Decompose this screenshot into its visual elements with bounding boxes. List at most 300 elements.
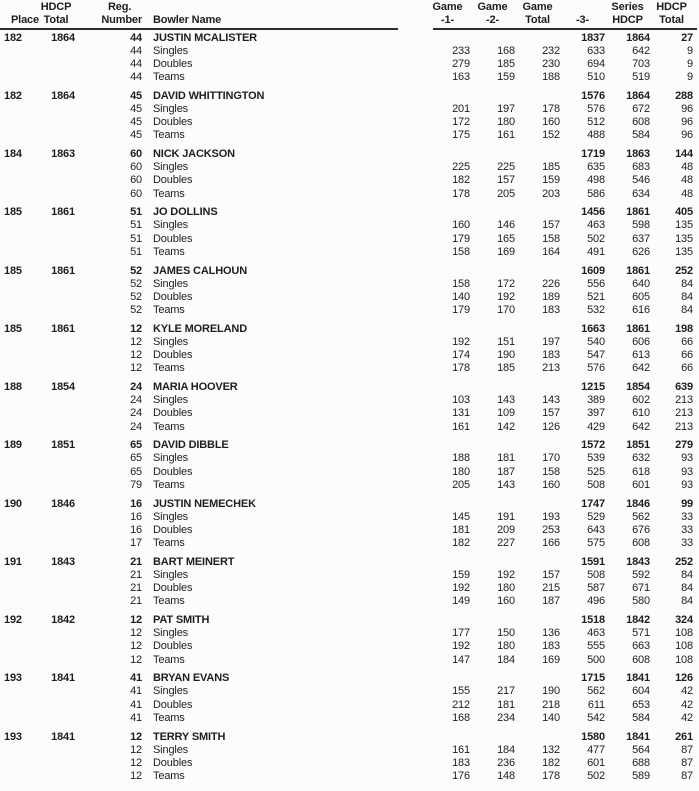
- event-row-doubles: [0, 58, 699, 71]
- game3-cell-empty: [515, 439, 560, 452]
- game1-score: 158: [452, 277, 470, 290]
- col-header-total: -3-: [576, 14, 589, 26]
- game2-score: 181: [497, 452, 515, 465]
- col-header-game2-1: Game: [477, 1, 508, 13]
- game2-score: 205: [497, 187, 515, 200]
- all-events-total-cell: 1719: [581, 148, 605, 160]
- event-label: Doubles: [153, 756, 193, 769]
- game1-score: 161: [452, 743, 470, 756]
- event-label: Teams: [153, 71, 185, 84]
- game3-score: 132: [542, 743, 560, 756]
- event-label: Teams: [153, 187, 185, 200]
- game1-score: 158: [452, 245, 470, 258]
- reg-number-cell: 52: [130, 264, 142, 277]
- series-hdcp-cell: 1846: [626, 497, 650, 510]
- game3-score: 178: [542, 770, 560, 783]
- event-reg-cell: 12: [130, 756, 142, 769]
- bowler-name: KYLE MORELAND: [153, 322, 247, 335]
- game1-score: 163: [452, 71, 470, 84]
- game3-score: 182: [542, 756, 560, 769]
- col-header-game2-2: -2-: [486, 14, 499, 26]
- event-series-hdcp-cell: 663: [632, 640, 650, 653]
- game1-score: 160: [452, 219, 470, 232]
- place-cell: 182: [4, 31, 22, 44]
- all-events-total-cell: 1837: [581, 31, 605, 44]
- hdcp-total-right-cell: 261: [675, 730, 693, 743]
- bowler-block: [0, 381, 699, 434]
- game2-cell-empty: [470, 148, 515, 161]
- event-row-teams: [0, 246, 699, 259]
- event-reg-cell: 17: [130, 537, 142, 550]
- event-series-hdcp-cell: 601: [632, 478, 650, 491]
- event-label: Teams: [153, 537, 185, 550]
- game3-cell-empty: [515, 381, 560, 394]
- game3-score: 157: [542, 219, 560, 232]
- event-series-hdcp-cell: 626: [632, 245, 650, 258]
- event-label: Singles: [153, 685, 189, 698]
- game3-cell-empty: [515, 556, 560, 569]
- event-total-cell: 694: [587, 57, 605, 70]
- bowler-block: [0, 498, 699, 551]
- hdcp-total-cell: 1864: [51, 31, 75, 44]
- all-events-total-cell: 1580: [581, 730, 605, 743]
- bowler-block: [0, 439, 699, 492]
- event-total-cell: 586: [587, 187, 605, 200]
- event-hdcp-cell: 96: [681, 116, 693, 129]
- bowler-block: [0, 323, 699, 376]
- game2-cell-empty: [470, 672, 515, 685]
- series-hdcp-cell: 1841: [626, 730, 650, 743]
- event-label: Doubles: [153, 57, 193, 70]
- game2-cell-empty: [470, 731, 515, 744]
- game3-score: 215: [542, 582, 560, 595]
- reg-number-cell: 51: [130, 206, 142, 219]
- hdcp-total-right-cell: 144: [675, 148, 693, 160]
- event-reg-cell: 51: [130, 219, 142, 232]
- game2-score: 142: [497, 420, 515, 433]
- game3-score: 197: [542, 335, 560, 348]
- event-hdcp-cell: 96: [681, 102, 693, 115]
- game2-score: 157: [497, 174, 515, 187]
- bowler-name: PAT SMITH: [153, 614, 210, 626]
- event-series-hdcp-cell: 580: [632, 595, 650, 608]
- event-reg-cell: 44: [130, 71, 142, 84]
- game1-score: 192: [452, 582, 470, 595]
- game3-score: 143: [542, 394, 560, 407]
- game3-cell-empty: [515, 498, 560, 511]
- event-series-hdcp-cell: 610: [632, 407, 650, 420]
- game3-cell-empty: [515, 90, 560, 103]
- event-label: Teams: [153, 653, 185, 666]
- event-total-cell: 643: [587, 523, 605, 536]
- event-total-cell: 562: [587, 685, 605, 698]
- event-hdcp-cell: 66: [681, 335, 693, 348]
- game2-score: 234: [497, 711, 515, 724]
- game2-cell-empty: [470, 323, 515, 336]
- event-total-cell: 542: [587, 711, 605, 724]
- event-reg-cell: 60: [130, 174, 142, 187]
- event-reg-cell: 12: [130, 349, 142, 362]
- game2-cell-empty: [470, 498, 515, 511]
- game2-score: 143: [497, 478, 515, 491]
- event-hdcp-cell: 108: [675, 627, 693, 640]
- game2-cell-empty: [470, 90, 515, 103]
- event-row-teams: [0, 71, 699, 84]
- event-total-cell: 500: [587, 653, 605, 666]
- hdcp-total-cell: 1841: [51, 730, 75, 743]
- event-hdcp-cell: 9: [687, 57, 693, 70]
- event-total-cell: 576: [587, 362, 605, 375]
- event-total-cell: 547: [587, 349, 605, 362]
- event-series-hdcp-cell: 571: [632, 627, 650, 640]
- event-total-cell: 532: [587, 304, 605, 317]
- event-series-hdcp-cell: 637: [632, 232, 650, 245]
- hdcp-total-cell: 1851: [51, 439, 75, 452]
- event-series-hdcp-cell: 676: [632, 523, 650, 536]
- reg-number-cell: 60: [130, 148, 142, 160]
- game1-score: 168: [452, 711, 470, 724]
- game1-cell-empty: [425, 439, 470, 452]
- game1-cell-empty: [425, 381, 470, 394]
- event-reg-cell: 21: [130, 595, 142, 608]
- event-row-doubles: [0, 640, 699, 653]
- event-hdcp-cell: 213: [675, 407, 693, 420]
- game1-cell-empty: [425, 614, 470, 627]
- event-label: Doubles: [153, 640, 193, 653]
- table-header-line-2: [0, 14, 699, 27]
- game3-cell-empty: [515, 731, 560, 744]
- game2-score: 192: [497, 290, 515, 303]
- hdcp-total-right-cell: 126: [675, 672, 693, 685]
- event-series-hdcp-cell: 616: [632, 304, 650, 317]
- event-hdcp-cell: 84: [681, 595, 693, 608]
- game3-score: 170: [542, 452, 560, 465]
- game3-score: 203: [542, 187, 560, 200]
- bowler-name: MARIA HOOVER: [153, 381, 238, 393]
- game3-score: 157: [542, 568, 560, 581]
- game2-score: 227: [497, 537, 515, 550]
- event-series-hdcp-cell: 606: [632, 335, 650, 348]
- series-hdcp-cell: 1842: [626, 614, 650, 626]
- event-row-teams: [0, 362, 699, 375]
- game1-cell-empty: [425, 672, 470, 685]
- series-hdcp-cell: 1861: [626, 264, 650, 277]
- game2-cell-empty: [470, 439, 515, 452]
- event-hdcp-cell: 93: [681, 478, 693, 491]
- col-header-reg-1: Reg.: [108, 1, 132, 13]
- game1-score: 140: [452, 290, 470, 303]
- game1-score: 188: [452, 452, 470, 465]
- event-reg-cell: 44: [130, 57, 142, 70]
- series-hdcp-cell: 1851: [626, 439, 650, 452]
- game3-score: 158: [542, 465, 560, 478]
- event-hdcp-cell: 87: [681, 756, 693, 769]
- hdcp-total-right-cell: 252: [675, 555, 693, 568]
- event-reg-cell: 12: [130, 640, 142, 653]
- game1-cell-empty: [425, 90, 470, 103]
- series-hdcp-cell: 1863: [626, 148, 650, 160]
- event-series-hdcp-cell: 642: [632, 362, 650, 375]
- game3-score: 157: [542, 407, 560, 420]
- reg-number-cell: 12: [130, 614, 142, 626]
- place-cell: 188: [4, 381, 22, 393]
- event-series-hdcp-cell: 642: [632, 420, 650, 433]
- event-row-doubles: [0, 757, 699, 770]
- event-hdcp-cell: 87: [681, 770, 693, 783]
- event-hdcp-cell: 135: [675, 245, 693, 258]
- event-total-cell: 540: [587, 335, 605, 348]
- col-header-bowler-name: Bowler Name: [153, 14, 222, 26]
- event-label: Singles: [153, 335, 189, 348]
- event-hdcp-cell: 66: [681, 349, 693, 362]
- event-hdcp-cell: 213: [675, 394, 693, 407]
- game2-score: 185: [497, 362, 515, 375]
- event-label: Singles: [153, 394, 189, 407]
- bowler-summary-row: [0, 556, 699, 569]
- game3-score: 183: [542, 304, 560, 317]
- event-total-cell: 429: [587, 420, 605, 433]
- place-cell: 189: [4, 439, 22, 452]
- all-events-total-cell: 1215: [581, 381, 605, 393]
- header-spacer: [560, 1, 605, 14]
- game2-score: 191: [497, 510, 515, 523]
- game1-score: 159: [452, 568, 470, 581]
- series-hdcp-cell: 1854: [626, 381, 650, 393]
- col-header-hdcp-total-right-1: HDCP: [656, 1, 687, 13]
- event-reg-cell: 16: [130, 510, 142, 523]
- reg-number-cell: 44: [130, 31, 142, 44]
- game3-score: 178: [542, 102, 560, 115]
- bowler-name: JUSTIN MCALISTER: [153, 31, 257, 44]
- event-series-hdcp-cell: 608: [632, 116, 650, 129]
- event-series-hdcp-cell: 562: [632, 510, 650, 523]
- event-label: Doubles: [153, 523, 193, 536]
- event-reg-cell: 21: [130, 568, 142, 581]
- game3-cell-empty: [515, 265, 560, 278]
- bowler-name: JUSTIN NEMECHEK: [153, 497, 256, 510]
- event-reg-cell: 24: [130, 394, 142, 407]
- event-series-hdcp-cell: 672: [632, 102, 650, 115]
- game3-score: 185: [542, 161, 560, 174]
- game3-cell-empty: [515, 206, 560, 219]
- event-row-singles: [0, 103, 699, 116]
- game2-cell-empty: [470, 265, 515, 278]
- reg-number-cell: 24: [130, 381, 142, 393]
- event-total-cell: 510: [587, 71, 605, 84]
- event-label: Doubles: [153, 582, 193, 595]
- col-header-reg-2: Number: [101, 14, 142, 26]
- game2-score: 109: [497, 407, 515, 420]
- game3-score: 188: [542, 71, 560, 84]
- event-label: Teams: [153, 362, 185, 375]
- event-row-doubles: [0, 407, 699, 420]
- game1-score: 179: [452, 232, 470, 245]
- event-reg-cell: 45: [130, 102, 142, 115]
- bowler-summary-row: [0, 32, 699, 45]
- game2-cell-empty: [470, 32, 515, 45]
- event-total-cell: 575: [587, 537, 605, 550]
- event-hdcp-cell: 84: [681, 290, 693, 303]
- event-hdcp-cell: 48: [681, 174, 693, 187]
- game1-score: 131: [452, 407, 470, 420]
- place-cell: 193: [4, 730, 22, 743]
- game1-score: 212: [452, 698, 470, 711]
- place-cell: 185: [4, 206, 22, 219]
- game2-cell-empty: [470, 206, 515, 219]
- event-hdcp-cell: 108: [675, 653, 693, 666]
- hdcp-total-right-cell: 405: [675, 206, 693, 219]
- bowler-summary-row: [0, 148, 699, 161]
- event-label: Teams: [153, 304, 185, 317]
- game3-score: 187: [542, 595, 560, 608]
- game1-score: 192: [452, 640, 470, 653]
- event-label: Singles: [153, 452, 189, 465]
- event-reg-cell: 41: [130, 711, 142, 724]
- col-header-game1-2: -1-: [441, 14, 454, 26]
- game1-score: 182: [452, 174, 470, 187]
- hdcp-total-cell: 1864: [51, 89, 75, 102]
- bowler-summary-row: [0, 381, 699, 394]
- game1-cell-empty: [425, 265, 470, 278]
- bowler-block: [0, 265, 699, 318]
- place-cell: 185: [4, 264, 22, 277]
- event-row-teams: [0, 654, 699, 667]
- event-row-doubles: [0, 174, 699, 187]
- game3-score: 183: [542, 640, 560, 653]
- event-row-singles: [0, 394, 699, 407]
- game1-score: 182: [452, 537, 470, 550]
- event-reg-cell: 65: [130, 452, 142, 465]
- place-cell: 192: [4, 614, 22, 626]
- event-row-teams: [0, 770, 699, 783]
- event-label: Doubles: [153, 698, 193, 711]
- bowler-name: JAMES CALHOUN: [153, 264, 247, 277]
- col-header-hdcp-total-right-2: Total: [659, 14, 684, 26]
- game2-score: 225: [497, 161, 515, 174]
- event-reg-cell: 79: [130, 478, 142, 491]
- game1-score: 192: [452, 335, 470, 348]
- game2-score: 159: [497, 71, 515, 84]
- game3-cell-empty: [515, 672, 560, 685]
- header-spacer: [0, 1, 34, 14]
- all-events-total-cell: 1747: [581, 497, 605, 510]
- event-series-hdcp-cell: 642: [632, 44, 650, 57]
- event-label: Singles: [153, 44, 189, 57]
- event-series-hdcp-cell: 605: [632, 290, 650, 303]
- event-total-cell: 576: [587, 102, 605, 115]
- event-hdcp-cell: 84: [681, 277, 693, 290]
- game1-score: 177: [452, 627, 470, 640]
- event-hdcp-cell: 33: [681, 510, 693, 523]
- event-reg-cell: 60: [130, 187, 142, 200]
- event-hdcp-cell: 93: [681, 452, 693, 465]
- game1-score: 145: [452, 510, 470, 523]
- game1-cell-empty: [425, 148, 470, 161]
- event-row-doubles: [0, 524, 699, 537]
- bowler-block: [0, 90, 699, 143]
- place-cell: 191: [4, 555, 22, 568]
- event-series-hdcp-cell: 703: [632, 57, 650, 70]
- col-header-game1-1: Game: [432, 1, 463, 13]
- event-label: Doubles: [153, 407, 193, 420]
- place-cell: 184: [4, 148, 22, 160]
- event-total-cell: 491: [587, 245, 605, 258]
- event-total-cell: 463: [587, 219, 605, 232]
- series-hdcp-cell: 1843: [626, 555, 650, 568]
- game3-score: 253: [542, 523, 560, 536]
- game3-score: 136: [542, 627, 560, 640]
- game2-cell-empty: [470, 614, 515, 627]
- game1-score: 161: [452, 420, 470, 433]
- bowler-name: DAVID DIBBLE: [153, 439, 229, 452]
- series-hdcp-cell: 1861: [626, 206, 650, 219]
- event-row-singles: [0, 219, 699, 232]
- event-total-cell: 521: [587, 290, 605, 303]
- reg-number-cell: 65: [130, 439, 142, 452]
- game1-score: 176: [452, 770, 470, 783]
- game2-score: 181: [497, 698, 515, 711]
- event-series-hdcp-cell: 608: [632, 537, 650, 550]
- event-row-teams: [0, 304, 699, 317]
- game2-score: 172: [497, 277, 515, 290]
- bowler-name: TERRY SMITH: [153, 730, 226, 743]
- game3-score: 160: [542, 478, 560, 491]
- col-header-game3-1: Game: [522, 1, 553, 13]
- header-spacer: [144, 1, 425, 14]
- game1-score: 225: [452, 161, 470, 174]
- game1-score: 181: [452, 523, 470, 536]
- game1-cell-empty: [425, 498, 470, 511]
- hdcp-total-right-cell: 252: [675, 264, 693, 277]
- event-series-hdcp-cell: 584: [632, 129, 650, 142]
- event-row-singles: [0, 627, 699, 640]
- game3-score: 159: [542, 174, 560, 187]
- event-reg-cell: 45: [130, 129, 142, 142]
- game1-cell-empty: [425, 731, 470, 744]
- game3-score: 226: [542, 277, 560, 290]
- hdcp-total-right-cell: 279: [675, 439, 693, 452]
- bowler-block: [0, 614, 699, 667]
- series-hdcp-cell: 1841: [626, 672, 650, 685]
- bowler-summary-row: [0, 614, 699, 627]
- event-total-cell: 389: [587, 394, 605, 407]
- game2-cell-empty: [470, 381, 515, 394]
- event-hdcp-cell: 87: [681, 743, 693, 756]
- event-row-teams: [0, 479, 699, 492]
- game3-cell-empty: [515, 614, 560, 627]
- event-label: Doubles: [153, 116, 193, 129]
- event-reg-cell: 51: [130, 245, 142, 258]
- game2-score: 187: [497, 465, 515, 478]
- event-reg-cell: 12: [130, 770, 142, 783]
- event-label: Teams: [153, 595, 185, 608]
- event-hdcp-cell: 96: [681, 129, 693, 142]
- col-header-game3-2: Total: [525, 14, 550, 26]
- game2-score: 192: [497, 568, 515, 581]
- event-total-cell: 525: [587, 465, 605, 478]
- event-row-singles: [0, 452, 699, 465]
- event-row-doubles: [0, 466, 699, 479]
- bowler-summary-row: [0, 206, 699, 219]
- place-cell: 182: [4, 89, 22, 102]
- event-label: Teams: [153, 770, 185, 783]
- event-series-hdcp-cell: 584: [632, 711, 650, 724]
- all-events-total-cell: 1663: [581, 322, 605, 335]
- event-reg-cell: 16: [130, 523, 142, 536]
- game1-score: 178: [452, 187, 470, 200]
- event-reg-cell: 44: [130, 44, 142, 57]
- bowler-name: BRYAN EVANS: [153, 672, 230, 685]
